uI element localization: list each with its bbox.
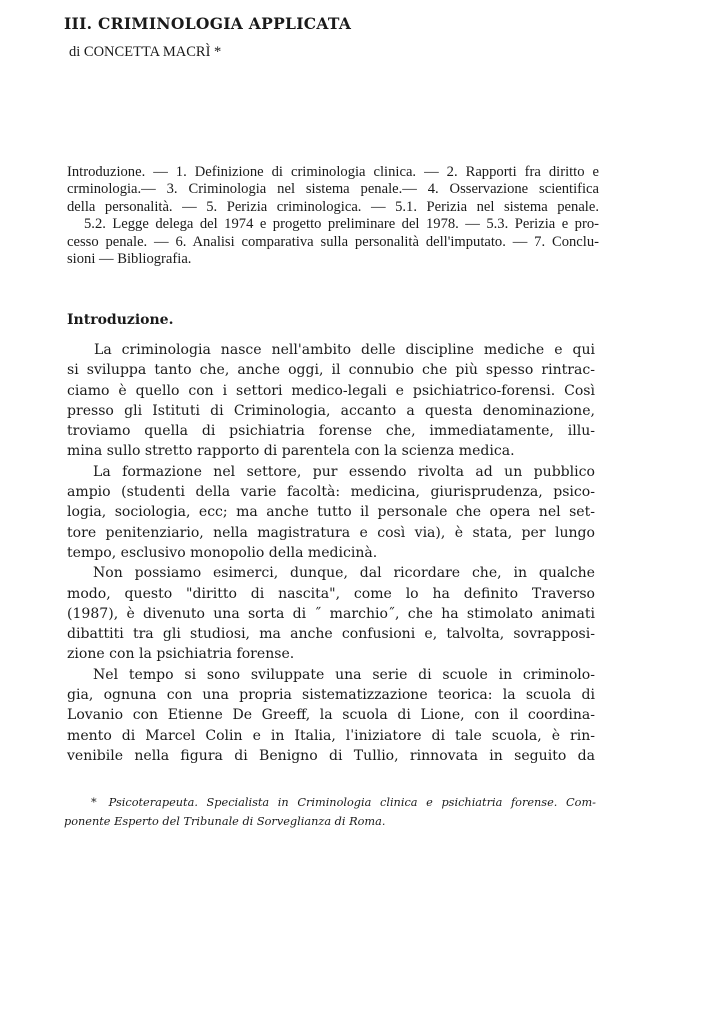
summary-line: sioni — Bibliografia. bbox=[67, 251, 192, 268]
footnote-text: Psicoterapeuta. Specialista in Criminologia clinica e psichiatria forense. Com- bbox=[108, 796, 596, 809]
summary-line: della personalità. — 5. Perizia criminologica. — 5.1. Perizia nel sistema penale. bbox=[67, 198, 599, 215]
body-line: troviamo quella di psichiatria forense che, immediatamente, illu- bbox=[67, 423, 595, 440]
footnote bbox=[64, 794, 596, 831]
summary-line: crminologia.— 3. Criminologia nel sistema penale.— 4. Osservazione scientifica bbox=[67, 181, 599, 198]
summary-line: Introduzione. — 1. Definizione di criminologia clinica. — 2. Rapporti fra diritto e bbox=[67, 164, 599, 180]
body-line: Lovanio con Etienne De Greeff, la scuola di Lione, con il coordina- bbox=[67, 707, 595, 724]
body-line: La formazione nel settore, pur essendo rivolta ad un pubblico bbox=[93, 463, 595, 480]
chapter-summary bbox=[67, 164, 599, 268]
summary-line: cesso penale. — 6. Analisi comparativa sulla personalità dell'imputato. — 7. Conclu- bbox=[67, 233, 599, 250]
footnote-line: ponente Esperto del Tribunale di Sorveglianza di Roma. bbox=[64, 814, 386, 828]
body-line: si sviluppa tanto che, anche oggi, il connubio che più spesso rintrac- bbox=[67, 362, 595, 379]
chapter-title: III. CRIMINOLOGIA APPLICATA bbox=[64, 14, 352, 33]
body-line: ciamo è quello con i settori medico-legali e psichiatrico-forensi. Così bbox=[67, 382, 595, 399]
body-line: presso gli Istituti di Criminologia, accanto a questa denominazione, bbox=[67, 402, 595, 419]
body-line: gia, ognuna con una propria sistematizzazione teorica: la scuola di bbox=[67, 687, 595, 704]
section-heading: Introduzione. bbox=[67, 312, 174, 328]
body-text bbox=[67, 340, 595, 766]
author-byline: di CONCETTA MACRÌ * bbox=[69, 44, 222, 60]
body-line: Nel tempo si sono sviluppate una serie di scuole in criminolo- bbox=[93, 666, 595, 683]
body-line: mina sullo stretto rapporto di parentela con la scienza medica. bbox=[67, 443, 515, 460]
footnote-line bbox=[64, 794, 596, 813]
footnote-mark: * bbox=[91, 796, 97, 809]
body-line: (1987), è divenuto una sorta di ˝ marchio˝, che ha stimolato animati bbox=[67, 605, 595, 622]
body-line: zione con la psichiatria forense. bbox=[67, 646, 295, 663]
body-line: dibattiti tra gli studiosi, ma anche confusioni e, talvolta, sovrapposi- bbox=[67, 626, 595, 643]
body-line: La criminologia nasce nell'ambito delle discipline mediche e qui bbox=[94, 342, 595, 358]
body-line: modo, questo "diritto di nascita", come lo ha definito Traverso bbox=[67, 585, 595, 602]
body-line: venibile nella figura di Benigno di Tullio, rinnovata in seguito da bbox=[67, 747, 595, 764]
body-line: Non possiamo esimerci, dunque, dal ricordare che, in qualche bbox=[93, 565, 595, 582]
body-line: ampio (studenti della varie facoltà: medicina, giurisprudenza, psico- bbox=[67, 484, 595, 501]
body-line: tore penitenziario, nella magistratura e così via), è stata, per lungo bbox=[67, 524, 595, 541]
body-line: tempo, esclusivo monopolio della medicinà. bbox=[67, 544, 378, 561]
body-line: logia, sociologia, ecc; ma anche tutto il personale che opera nel set- bbox=[67, 504, 595, 521]
summary-line: 5.2. Legge delega del 1974 e progetto preliminare del 1978. — 5.3. Perizia e pro- bbox=[84, 216, 599, 233]
body-line: mento di Marcel Colin e in Italia, lˈiniziatore di tale scuola, è rin- bbox=[67, 727, 595, 744]
